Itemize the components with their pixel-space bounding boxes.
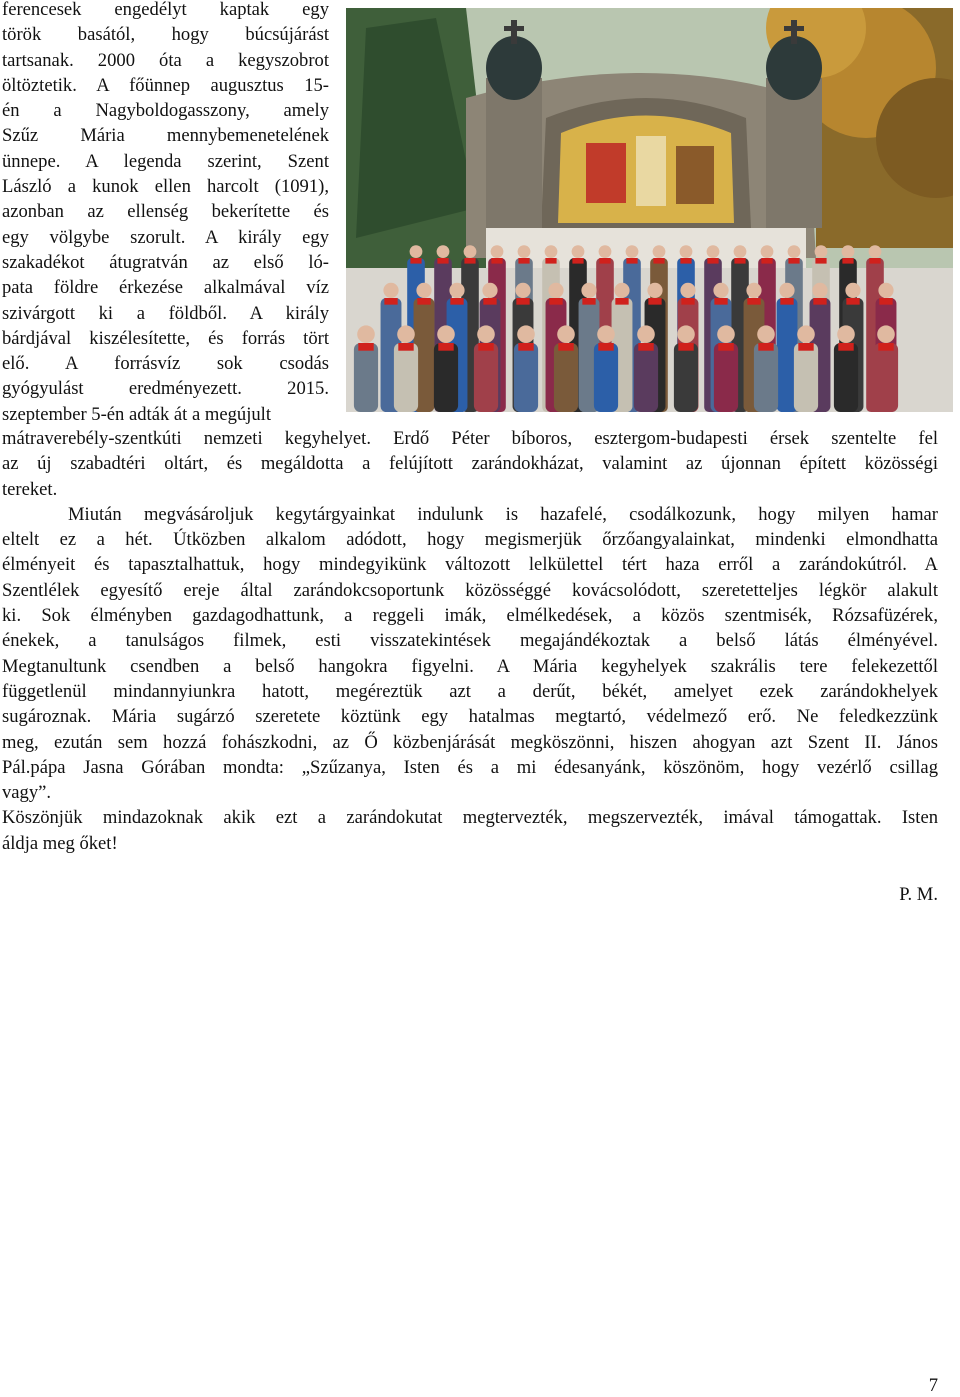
red-scarf xyxy=(384,298,397,305)
pilgrim-head xyxy=(397,325,415,343)
pilgrim-head xyxy=(464,245,477,258)
group-photo-illustration xyxy=(346,8,953,412)
pilgrim-head xyxy=(416,283,431,298)
red-scarf xyxy=(842,258,853,264)
red-scarf xyxy=(846,298,859,305)
text-line: szivárgott ki a földből. A király xyxy=(2,302,329,324)
pilgrim-body xyxy=(594,343,618,412)
text-line: tartsanak. 2000 óta a kegyszobrot xyxy=(2,49,329,71)
text-line: egy völgybe szorult. A király egy xyxy=(2,226,329,248)
text-line: az új szabadtéri oltárt, és megáldotta a felújított zarándokházat, valamint az újonnan épített közösségi xyxy=(2,453,938,475)
text-line: élményeit és tapasztalhattuk, hogy mindegyikünk változott lelkülettel tért haza erről a zarándokútról. A xyxy=(2,554,938,576)
red-scarf xyxy=(398,343,413,351)
red-scarf xyxy=(410,258,421,264)
red-scarf xyxy=(483,298,496,305)
text-line: szeptember 5-én adták át a megújult xyxy=(2,403,271,425)
red-scarf xyxy=(545,258,556,264)
pilgrim-head xyxy=(545,245,558,258)
pilgrim-head xyxy=(757,325,775,343)
pilgrim-body xyxy=(754,343,778,412)
red-scarf xyxy=(680,258,691,264)
text-line: függetlenül mindannyiunkra hatott, megéreztük azt a derűt, békét, amelyet ezek zarándokhelyek xyxy=(2,680,938,702)
pilgrim-body xyxy=(834,343,858,412)
text-line: ünnepe. A legenda szerint, Szent xyxy=(2,150,329,172)
red-scarf xyxy=(549,298,562,305)
page-number: 7 xyxy=(928,1375,938,1396)
red-scarf xyxy=(869,258,880,264)
red-scarf xyxy=(450,298,463,305)
red-scarf xyxy=(464,258,475,264)
pilgrim-head xyxy=(410,245,423,258)
pilgrim-head xyxy=(572,245,585,258)
red-scarf xyxy=(788,258,799,264)
red-scarf xyxy=(358,343,373,351)
red-scarf xyxy=(518,258,529,264)
text-line: azonban az ellenség bekerítette és xyxy=(2,201,329,223)
pilgrim-head xyxy=(491,245,504,258)
text-line: török basától, hogy búcsújárást xyxy=(2,24,329,46)
pilgrim-body xyxy=(714,343,738,412)
pilgrim-head xyxy=(812,283,827,298)
text-line: pata földre érkezése alkalmával víz xyxy=(2,277,329,299)
body-text xyxy=(2,426,938,856)
pilgrim-head xyxy=(746,283,761,298)
red-scarf xyxy=(678,343,693,351)
red-scarf xyxy=(598,343,613,351)
pilgrim-head xyxy=(597,325,615,343)
red-scarf xyxy=(714,298,727,305)
pilgrim-head xyxy=(878,283,893,298)
text-line: elő. A forrásvíz sok csodás xyxy=(2,353,329,375)
red-scarf xyxy=(718,343,733,351)
pilgrim-body xyxy=(394,343,418,412)
red-scarf xyxy=(437,258,448,264)
pilgrim-head xyxy=(482,283,497,298)
pilgrim-head xyxy=(779,283,794,298)
text-line: Köszönjük mindazoknak akik ezt a zarándokutat megtervezték, megszervezték, imával támogattak. Isten xyxy=(2,807,938,829)
pilgrim-body xyxy=(514,343,538,412)
pilgrim-head xyxy=(614,283,629,298)
red-scarf xyxy=(653,258,664,264)
red-scarf xyxy=(813,298,826,305)
text-line: ki. Sok élményben gazdagodhattunk, a reggeli imák, elmélkedések, a közös szentmisék, Rózsafüzérek, xyxy=(2,605,938,627)
pilgrim-head xyxy=(713,283,728,298)
red-scarf xyxy=(879,298,892,305)
red-scarf xyxy=(417,298,430,305)
pilgrim-head xyxy=(842,245,855,258)
text-line: én a Nagyboldogasszony, amely xyxy=(2,100,329,122)
red-scarf xyxy=(491,258,502,264)
text-line: eltelt ez a hét. Útközben alkalom adódott, hogy megismerjük őrzőangyalainkat, mindenki elmondhatta xyxy=(2,529,938,551)
text-line: tereket. xyxy=(2,478,58,500)
text-line: áldja meg őket! xyxy=(2,832,118,854)
red-scarf xyxy=(615,298,628,305)
red-scarf xyxy=(518,343,533,351)
pilgrim-head xyxy=(717,325,735,343)
text-line: meg, ezután sem hozzá fohászkodni, az Ő közbenjárását megköszönni, hiszen ahogyan azt Szent II. János xyxy=(2,731,938,753)
red-scarf xyxy=(626,258,637,264)
pilgrim-head xyxy=(437,245,450,258)
pilgrim-body xyxy=(474,343,498,412)
red-scarf xyxy=(516,298,529,305)
pilgrim-head xyxy=(761,245,774,258)
pilgrim-head xyxy=(548,283,563,298)
pilgrim-head xyxy=(788,245,801,258)
pilgrim-body xyxy=(874,343,898,412)
red-scarf xyxy=(707,258,718,264)
red-scarf xyxy=(780,298,793,305)
red-scarf xyxy=(582,298,595,305)
text-line: Pál.pápa Jasna Górában mondta: „Szűzanya, Isten és a mi édesanyánk, köszönöm, hogy vezérlő csillag xyxy=(2,756,938,778)
group-photo xyxy=(346,8,953,412)
text-line: Szűz Mária mennybemenetelének xyxy=(2,125,329,147)
red-scarf xyxy=(438,343,453,351)
red-scarf xyxy=(734,258,745,264)
red-scarf xyxy=(761,258,772,264)
pilgrim-body xyxy=(674,343,698,412)
pilgrim-head xyxy=(599,245,612,258)
text-line: bárdjával kiszélesítette, és forrás tört xyxy=(2,327,329,349)
text-line: öltöztetik. A főünnep augusztus 15- xyxy=(2,74,329,96)
pilgrim-head xyxy=(437,325,455,343)
pilgrim-head xyxy=(477,325,495,343)
pilgrim-head xyxy=(357,325,375,343)
text-line: ferencesek engedélyt kaptak egy xyxy=(2,0,329,20)
pilgrim-head xyxy=(581,283,596,298)
pilgrim-head xyxy=(837,325,855,343)
text-line: Szentlélek egyesítő ereje által zarándokcsoportunk közösséggé kovácsolódott, szeretetteljes légkör alakult xyxy=(2,579,938,601)
pilgrim-head xyxy=(517,325,535,343)
pilgrim-head xyxy=(449,283,464,298)
pilgrim-head xyxy=(677,325,695,343)
red-scarf xyxy=(478,343,493,351)
pilgrim-head xyxy=(647,283,662,298)
text-line: vagy”. xyxy=(2,782,52,804)
pilgrim-head xyxy=(515,283,530,298)
text-line: sugároznak. Mária sugárzó szeretete köztünk egy hatalmas megtartó, védelmező erő. Ne feledkezzünk xyxy=(2,706,938,728)
text-line: Miután megvásároljuk kegytárgyainkat indulunk is hazafelé, csodálkozunk, hogy milyen hamar xyxy=(68,503,938,525)
red-scarf xyxy=(798,343,813,351)
red-scarf xyxy=(572,258,583,264)
pilgrim-head xyxy=(734,245,747,258)
pilgrim-head xyxy=(557,325,575,343)
pilgrim-head xyxy=(869,245,882,258)
pilgrim-body xyxy=(434,343,458,412)
red-scarf xyxy=(681,298,694,305)
text-line: Megtanultunk csendben a belső hangokra figyelni. A Mária kegyhelyek szakrális tere felekezettől xyxy=(2,655,938,677)
red-scarf xyxy=(599,258,610,264)
pilgrim-body xyxy=(554,343,578,412)
author-signature: P. M. xyxy=(899,884,938,905)
pilgrim-head xyxy=(653,245,666,258)
text-line: mátraverebély-szentkúti nemzeti kegyhelyet. Erdő Péter bíboros, esztergom-budapesti érsek szentelte fel xyxy=(2,428,938,449)
left-column-text xyxy=(2,0,329,427)
pilgrim-body xyxy=(634,343,658,412)
red-scarf xyxy=(747,298,760,305)
red-scarf xyxy=(838,343,853,351)
pilgrim-head xyxy=(680,245,693,258)
pilgrim-head xyxy=(845,283,860,298)
red-scarf xyxy=(815,258,826,264)
red-scarf xyxy=(758,343,773,351)
red-scarf xyxy=(558,343,573,351)
pilgrim-head xyxy=(797,325,815,343)
pilgrim-crowd xyxy=(354,245,898,412)
text-line: gyógyulást eredményezett. 2015. xyxy=(2,378,329,400)
red-scarf xyxy=(638,343,653,351)
text-line: szakadékot átugratván az első ló- xyxy=(2,251,329,273)
pilgrim-head xyxy=(707,245,720,258)
pilgrim-head xyxy=(680,283,695,298)
pilgrim-body xyxy=(354,343,378,412)
pilgrim-head xyxy=(815,245,828,258)
red-scarf xyxy=(648,298,661,305)
pilgrim-head xyxy=(518,245,531,258)
pilgrim-head xyxy=(877,325,895,343)
pilgrim-body xyxy=(794,343,818,412)
text-line: énekek, a tanulságos filmek, esti visszatekintések megajándékoztak a belső látás élményével. xyxy=(2,630,938,652)
pilgrim-head xyxy=(383,283,398,298)
pilgrim-head xyxy=(626,245,639,258)
red-scarf xyxy=(878,343,893,351)
pilgrim-head xyxy=(637,325,655,343)
text-line: László a kunok ellen harcolt (1091), xyxy=(2,176,329,198)
